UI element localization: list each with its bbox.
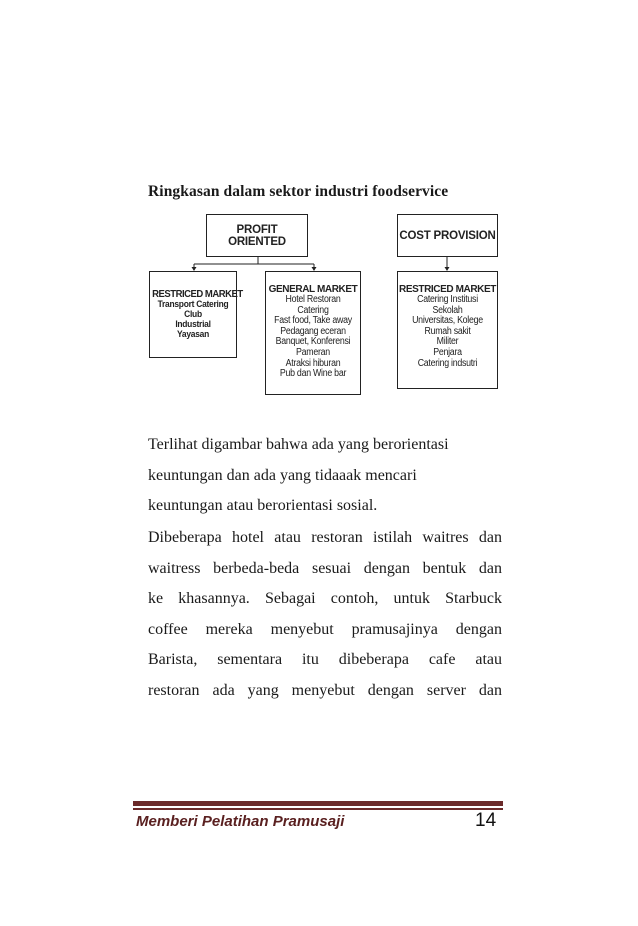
paragraph-line: keuntungan atau berorientasi sosial. <box>148 497 378 514</box>
general-market-item: Fast food, Take away <box>274 315 352 327</box>
paragraph-line: Barista, sementara itu dibeberapa cafe atau <box>148 651 502 668</box>
restricted-right-item: Catering Institusi <box>417 294 478 305</box>
paragraph-line: keuntungan dan ada yang tidaaak mencari <box>148 466 417 484</box>
footer-rule-thin <box>133 808 503 810</box>
footer-rule-thick <box>133 801 503 806</box>
paragraph-line: waitress berbeda-beda sesuai dengan bentuk dan <box>148 559 502 577</box>
cost-provision-box <box>397 214 498 257</box>
restricted-left-item: Industrial <box>175 319 211 330</box>
paragraph-line: coffee mereka menyebut pramusajinya dengan <box>148 620 502 638</box>
restricted-market-left-title: RESTRICED MARKET <box>152 289 243 300</box>
restricted-right-item: Sekolah <box>432 304 463 316</box>
restricted-right-item: Militer <box>436 336 459 348</box>
restricted-right-item: Penjara <box>433 346 462 358</box>
general-market-item: Hotel Restoran <box>285 294 341 305</box>
profit-oriented-label: PROFIT ORIENTED <box>228 223 286 248</box>
paragraph-line: restoran ada yang menyebut dengan server dan <box>148 681 502 699</box>
general-market-item: Pedagang eceran <box>280 325 346 337</box>
restricted-market-right-box <box>397 271 498 389</box>
restricted-left-item: Yayasan <box>177 329 209 340</box>
general-market-item: Atraksi hiburan <box>285 357 341 369</box>
profit-oriented-box <box>206 214 308 257</box>
general-market-item: Pameran <box>296 346 330 358</box>
paragraph-line: Terlihat digambar bahwa ada yang berorientasi <box>148 436 449 453</box>
cost-provision-label: COST PROVISION <box>399 229 496 242</box>
paragraph-2 <box>148 523 502 706</box>
paragraph-1 <box>148 430 502 522</box>
restricted-market-left-box <box>149 271 243 358</box>
general-market-item: Banquet, Konferensi <box>275 336 351 348</box>
restricted-right-item: Catering indsutri <box>417 357 478 369</box>
restricted-left-item: Club <box>184 309 202 320</box>
restricted-right-item: Universitas, Kolege <box>412 315 483 327</box>
paragraph-line: Dibeberapa hotel atau restoran istilah waitres dan <box>148 529 502 546</box>
restricted-left-item: Transport Catering <box>157 299 229 310</box>
general-market-title: GENERAL MARKET <box>268 284 358 295</box>
paragraph-line: ke khasannya. Sebagai contoh, untuk Starbuck <box>148 590 502 607</box>
section-heading: Ringkasan dalam sektor industri foodservice <box>148 183 449 200</box>
general-market-item: Pub dan Wine bar <box>279 368 347 380</box>
page-number: 14 <box>475 810 497 831</box>
restricted-right-item: Rumah sakit <box>424 325 471 337</box>
general-market-box <box>265 271 361 395</box>
footer-book-title: Memberi Pelatihan Pramusaji <box>136 813 345 830</box>
restricted-market-right-title: RESTRICED MARKET <box>399 284 496 295</box>
general-market-item: Catering <box>297 304 329 316</box>
